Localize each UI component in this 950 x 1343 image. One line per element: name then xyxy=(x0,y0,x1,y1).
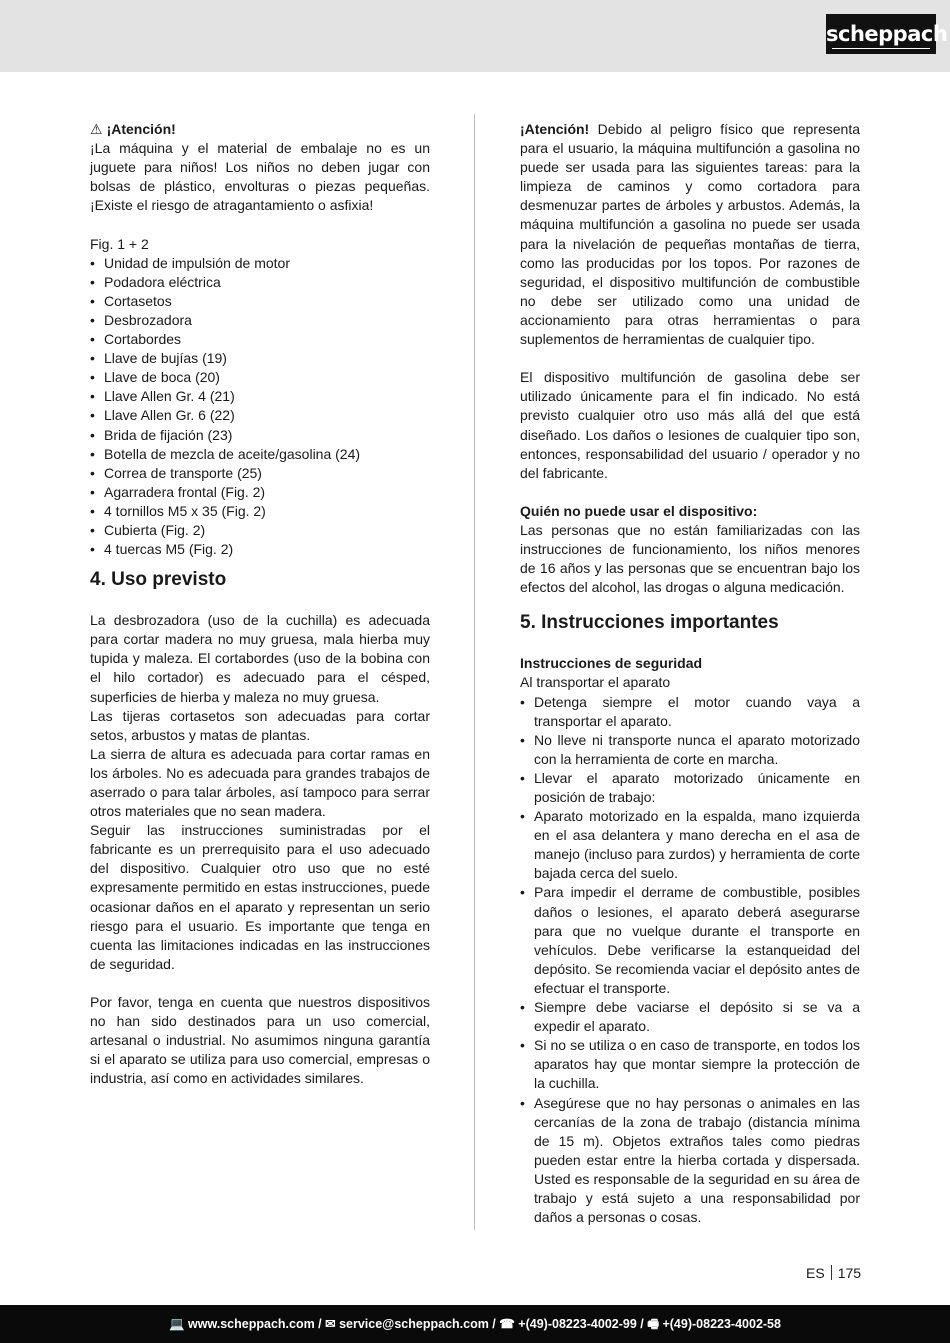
list-item: • Unidad de impulsión de motor xyxy=(90,254,430,273)
list-item: • Llave de boca (20) xyxy=(90,368,430,387)
paragraph: Por favor, tenga en cuenta que nuestros dispositivos no han sido destinados para un uso comercial, artesanal o industrial. No asumimos ninguna garantía si el aparato se utiliza para uso comercial, empresas o industria, así como en actividades similares. xyxy=(90,994,430,1087)
page-number xyxy=(806,1265,861,1281)
list-item: • Cubierta (Fig. 2) xyxy=(90,521,430,540)
header-bar xyxy=(0,0,950,72)
list-item: • Asegúrese que no hay personas o animales en las cercanías de la zona de trabajo (distancia mínima de 15 m). Objetos extraños tales como piedras pueden estar entre la hierba cortada y dispersada. Usted es responsable de la seguridad en su área de trabajo y está sujeto a una responsabilidad por daños a personas o cosas. xyxy=(520,1094,860,1228)
list-item: • Detenga siempre el motor cuando vaya a transportar el aparato. xyxy=(520,693,860,731)
who-heading: Quién no puede usar el dispositivo: xyxy=(520,502,758,519)
paragraph: Las tijeras cortasetos son adecuadas para cortar setos, arbustos y matas de plantas. xyxy=(90,707,430,743)
list-item: • Llave Allen Gr. 4 (21) xyxy=(90,387,430,406)
list-item: • Llevar el aparato motorizado únicamente en posición de trabajo: xyxy=(520,769,860,807)
warning-heading: ⚠ ¡Atención! xyxy=(90,120,430,139)
list-item: • Correa de transporte (25) xyxy=(90,464,430,483)
list-item: • Llave Allen Gr. 6 (22) xyxy=(90,406,430,425)
paragraph: Las personas que no están familiarizadas con las instrucciones de funcionamiento, los niños menores de 16 años y las personas que se encuentran bajo los efectos del alcohol, las drogas o alguna medicación. xyxy=(520,521,860,596)
list-item: • Brida de fijación (23) xyxy=(90,426,430,445)
transport-intro: Al transportar el aparato xyxy=(520,674,671,691)
list-item: • 4 tuercas M5 (Fig. 2) xyxy=(90,540,430,559)
list-item: • Cortabordes xyxy=(90,330,430,349)
list-item: • Aparato motorizado en la espalda, mano izquierda en el asa delantera y mano derecha en el asa de manejo (incluso para zurdos) y herramienta de corte bajada cerca del suelo. xyxy=(520,807,860,883)
attention-paragraph: ¡Atención! Debido al peligro físico que representa para el usuario, la máquina multifunción a gasolina no puede ser usada para las siguientes tareas: para la limpieza de caminos y como cortadora para desmenuzar partes de árboles y arbustos. Además, la máquina multifunción a gasolina no puede ser usada para la nivelación de pequeñas montañas de tierra, como las producidas por los topos. Por razones de seguridad, el dispositivo multifunción de combustible no debe ser utilizado como una unidad de accionamiento para otras herramientas o para suplementos de herramientas de cualquier tipo. xyxy=(520,121,860,348)
safety-list xyxy=(520,693,860,1228)
list-item: • Desbrozadora xyxy=(90,311,430,330)
list-item: • Cortasetos xyxy=(90,292,430,311)
page-number-value: 175 xyxy=(837,1265,862,1281)
warning-text: ¡La máquina y el material de embalaje no es un juguete para niños! Los niños no deben jugar con bolsas de plástico, envolturas o piezas pequeñas. ¡Existe el riesgo de atragantamiento o asfixia! xyxy=(90,140,430,214)
list-item: • Llave de bujías (19) xyxy=(90,349,430,368)
brand-logo: scheppach xyxy=(826,14,936,54)
list-item: • Si no se utiliza o en caso de transporte, en todos los aparatos hay que montar siempre la protección de la cuchilla. xyxy=(520,1036,860,1093)
list-item: • 4 tornillos M5 x 35 (Fig. 2) xyxy=(90,502,430,521)
fig-component-list xyxy=(90,254,430,560)
section-4-title: 4. Uso previsto xyxy=(90,569,227,591)
fig-label: Fig. 1 + 2 xyxy=(90,235,149,252)
section-5-title: 5. Instrucciones importantes xyxy=(520,612,779,634)
list-item: • Botella de mezcla de aceite/gasolina (24) xyxy=(90,445,430,464)
paragraph: El dispositivo multifunción de gasolina debe ser utilizado únicamente para el fin indicado. No está previsto cualquier otro uso más allá del que está diseñado. Los daños o lesiones de cualquier tipo son, entonces, responsabilidad del usuario / operador y no del fabricante. xyxy=(520,369,860,481)
paragraph: La desbrozadora (uso de la cuchilla) es adecuada para cortar madera no muy gruesa, mala hierba muy tupida y maleza. El cortabordes (uso de la bobina con el hilo cortador) es adecuado para el césped, superficies de hierba y maleza no muy gruesa. xyxy=(90,612,430,705)
right-column xyxy=(520,120,860,1227)
footer-contact-bar: 💻 www.scheppach.com / ✉ service@scheppach.com / ☎ +(49)-08223-4002-99 / 🖷 +(49)-08223-4002-58 xyxy=(0,1305,950,1343)
paragraph: Seguir las instrucciones suministradas por el fabricante es un prerrequisito para el uso adecuado del dispositivo. Cualquier otro uso que no esté expresamente permitido en estas instrucciones, puede ocasionar daños en el aparato y representan un serio riesgo para el usuario. Es importante que tenga en cuenta las limitaciones indicadas en las instrucciones de seguridad. xyxy=(90,822,430,972)
safety-heading: Instrucciones de seguridad xyxy=(520,655,703,672)
list-item: • Siempre debe vaciarse el depósito si se va a expedir el aparato. xyxy=(520,998,860,1036)
list-item: • Para impedir el derrame de combustible, posibles daños o lesiones, el aparato deberá asegurarse para que no vuelque durante el transporte en vehículos. Debe verificarse la estanqueidad del depósito. Se recomienda vaciar el depósito antes de efectuar el transporte. xyxy=(520,883,860,998)
list-item: • Agarradera frontal (Fig. 2) xyxy=(90,483,430,502)
language-code: ES xyxy=(806,1265,825,1281)
column-divider xyxy=(474,114,475,1230)
paragraph: La sierra de altura es adecuada para cortar ramas en los árboles. No es adecuada para grandes trabajos de aserrado o para talar árboles, así tampoco para serrar otros materiales que no sean madera. xyxy=(90,745,430,820)
left-column xyxy=(90,120,430,1089)
list-item: • No lleve ni transporte nunca el aparato motorizado con la herramienta de corte en marcha. xyxy=(520,731,860,769)
warning-triangle-icon: ⚠ xyxy=(90,121,103,137)
list-item: • Podadora eléctrica xyxy=(90,273,430,292)
attention-label: ¡Atención! xyxy=(520,121,590,137)
